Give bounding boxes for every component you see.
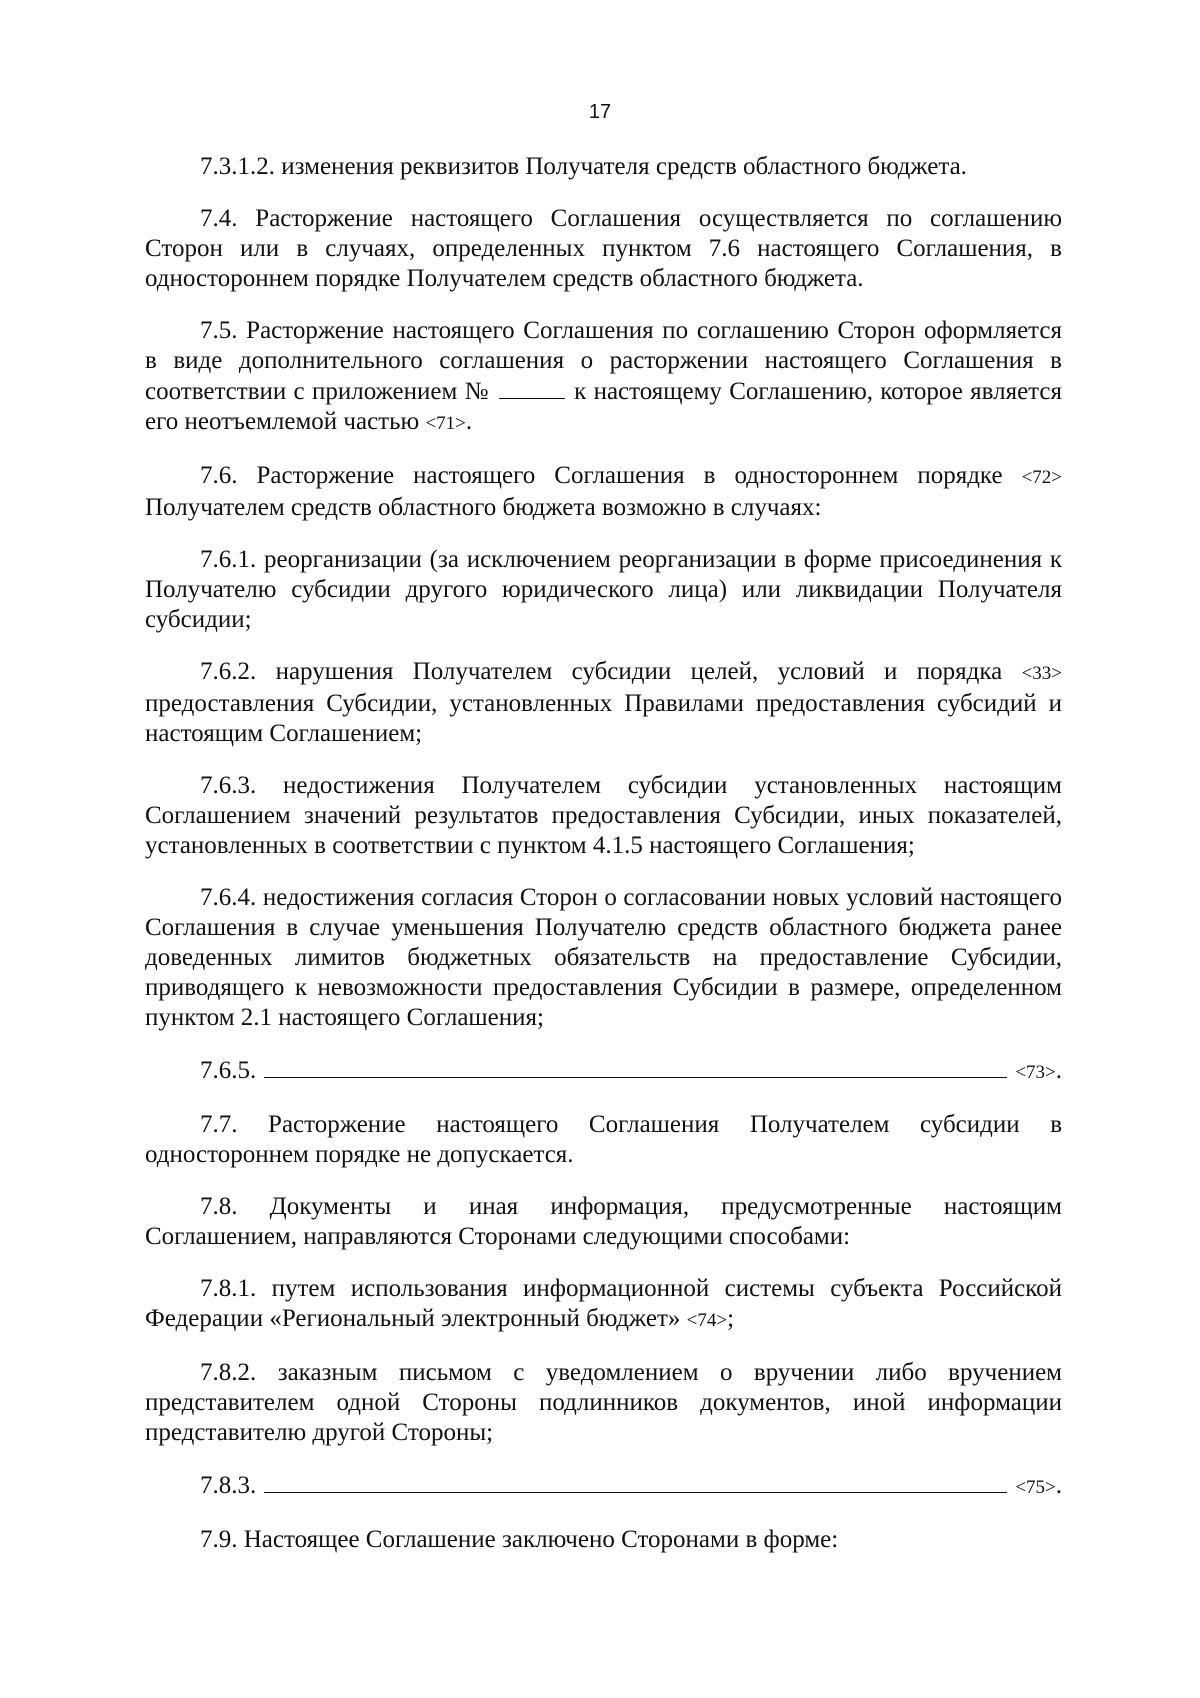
footnote-ref-33: <33> bbox=[1021, 663, 1062, 684]
clause-7-8-1 bbox=[145, 1274, 1062, 1336]
clause-7-6-5 bbox=[145, 1055, 1062, 1088]
footnote-ref-71: <71> bbox=[425, 413, 466, 434]
clause-7-6-text-cont: Получателем средств областного бюджета возможно в случаях: bbox=[145, 494, 822, 521]
clause-7-6-2-text-cont: предоставления Субсидии, установленных Правилами предоставления субсидий и настоящим Соглашением; bbox=[145, 690, 1062, 747]
clause-7-6-3: 7.6.3. недостижения Получателем субсидии установленных настоящим Соглашением значений результатов предоставления Субсидии, иных показателей, установленных в соответствии с пунктом 4.1.5 настоящего Соглашения; bbox=[145, 772, 1062, 859]
clause-7-5 bbox=[145, 316, 1062, 439]
clause-7-7: 7.7. Расторжение настоящего Соглашения Получателем субсидии в одностороннем порядке не допускается. bbox=[145, 1111, 1062, 1168]
footnote-ref-75: <75> bbox=[1015, 1477, 1056, 1498]
clause-7-5-end: . bbox=[465, 408, 473, 435]
appendix-number-blank[interactable] bbox=[499, 376, 565, 399]
clause-7-3-1-2: 7.3.1.2. изменения реквизитов Получателя средств областного бюджета. bbox=[200, 153, 967, 180]
clause-7-8-3-blank-line[interactable] bbox=[264, 1470, 1007, 1493]
page-number: 17 bbox=[588, 101, 612, 123]
clause-7-4: 7.4. Расторжение настоящего Соглашения осуществляется по соглашению Сторон или в случаях, определенных пунктом 7.6 настоящего Соглашения, в одностороннем порядке Получателем средств областного бюджета. bbox=[145, 205, 1062, 292]
footnote-ref-73: <73> bbox=[1015, 1062, 1056, 1083]
clause-7-8: 7.8. Документы и иная информация, предусмотренные настоящим Соглашением, направляются Сторонами следующими способами: bbox=[145, 1193, 1062, 1250]
footnote-ref-74: <74> bbox=[686, 1310, 728, 1331]
clause-7-8-3-tail bbox=[1015, 1471, 1062, 1503]
clause-7-8-3-end: . bbox=[1055, 1472, 1062, 1499]
clause-7-6-1: 7.6.1. реорганизации (за исключением реорганизации в форме присоединения к Получателю субсидии другого юридического лица) или ликвидации Получателя субсидии; bbox=[145, 546, 1062, 633]
clause-7-8-1-end: ; bbox=[727, 1305, 735, 1332]
clause-7-6-text: 7.6. Расторжение настоящего Соглашения в одностороннем порядке bbox=[200, 462, 1003, 489]
clause-7-6-5-number: 7.6.5. bbox=[200, 1057, 257, 1084]
clause-7-5-text-cont: к настоящему Соглашению, которое является его неотъемлемой частью bbox=[145, 378, 1063, 435]
clause-7-9: 7.9. Настоящее Соглашение заключено Сторонами в форме: bbox=[200, 1526, 839, 1553]
document-body bbox=[145, 152, 1062, 1577]
clause-7-6-5-end: . bbox=[1055, 1057, 1062, 1084]
clause-7-6-2-text: 7.6.2. нарушения Получателем субсидии целей, условий и порядка bbox=[200, 658, 1003, 685]
clause-7-8-1-text: 7.8.1. путем использования информационной системы субъекта Российской Федерации «Региональный электронный бюджет» bbox=[145, 1275, 1062, 1332]
clause-7-8-3 bbox=[145, 1470, 1062, 1503]
clause-7-6-5-tail bbox=[1015, 1056, 1062, 1088]
clause-7-8-2: 7.8.2. заказным письмом с уведомлением о вручении либо вручением представителем одной Стороны подлинников документов, иной информации представителю другой Стороны; bbox=[145, 1359, 1062, 1446]
footnote-ref-72: <72> bbox=[1021, 467, 1062, 488]
clause-7-6-4: 7.6.4. недостижения согласия Сторон о согласовании новых условий настоящего Соглашения в случае уменьшения Получателю средств областного бюджета ранее доведенных лимитов бюджетных обязательств на предоставление Субсидии, приводящего к невозможности предоставления Субсидии в размере, определенном пунктом 2.1 настоящего Соглашения; bbox=[145, 884, 1062, 1031]
clause-7-6-5-blank-line[interactable] bbox=[264, 1055, 1007, 1078]
clause-7-6 bbox=[145, 461, 1062, 523]
clause-7-5-text: 7.5. Расторжение настоящего Соглашения по соглашению Сторон оформляется в виде дополнительного соглашения о расторжении настоящего Соглашения в соответствии с приложением № bbox=[145, 317, 1062, 405]
clause-7-6-2 bbox=[145, 657, 1062, 749]
clause-7-8-3-number: 7.8.3. bbox=[200, 1472, 257, 1499]
